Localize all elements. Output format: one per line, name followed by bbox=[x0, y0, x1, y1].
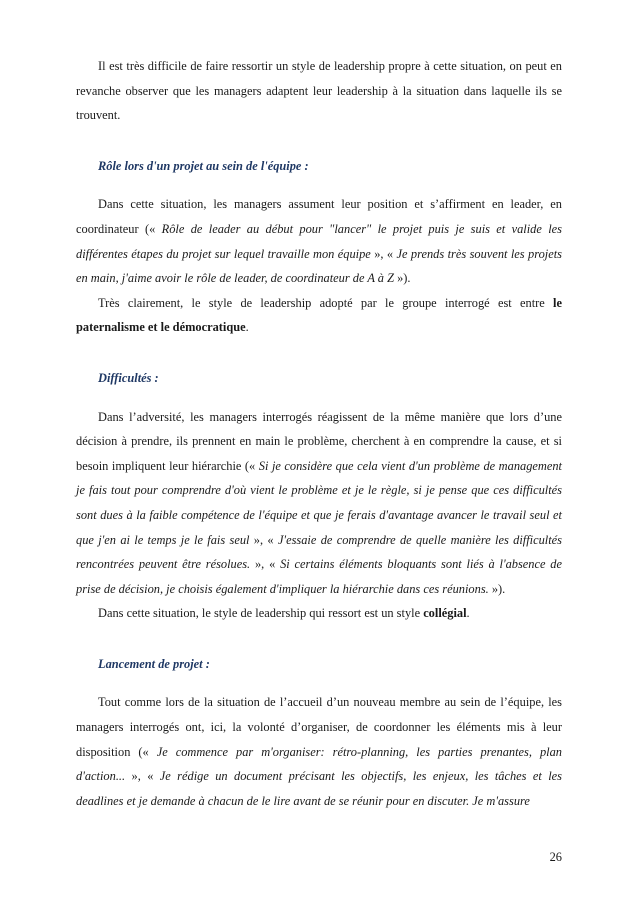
section-heading-lancement: Lancement de projet : bbox=[98, 656, 210, 671]
role-p2-end: . bbox=[245, 320, 249, 335]
lanc-p1-quote-2: Je rédige un document précisant les objectifs, les enjeux, les tâches et les deadlines et je demande à chacun de le lire avant de se réunir pour en discuter. Je m'assure bbox=[76, 769, 562, 808]
diff-p1-mid-1: », « bbox=[249, 532, 278, 547]
diff-p1-quote-3: Si certains éléments bloquants sont liés à l'absence de prise de décision, je choisis également d'impliquer la hiérarchie dans ces réunions. bbox=[76, 557, 562, 596]
role-p1-end: »). bbox=[394, 271, 411, 286]
role-paragraph-2 bbox=[76, 291, 562, 340]
diff-p1-quote-2: J'essaie de comprendre de quelle manière les difficultés rencontrées peuvent être résolues. bbox=[76, 532, 562, 572]
intro-paragraph: Il est très difficile de faire ressortir un style de leadership propre à cette situation, on peut en revanche observer que les managers adaptent leur leadership à la situation dans laquelle ils se trouvent. bbox=[76, 59, 562, 123]
diff-p1-end: »). bbox=[488, 581, 506, 596]
role-p1-quote-1: Rôle de leader au début pour "lancer" le projet puis je suis et valide les différentes étapes du projet sur lequel travaille mon équipe bbox=[76, 221, 563, 261]
role-p1-start: Dans cette situation, les managers assument leur position et s’affirment en leader, en coordinateur (« bbox=[76, 197, 562, 236]
role-p2-bold: le paternalisme et le démocratique bbox=[76, 295, 562, 335]
page-number: 26 bbox=[549, 850, 562, 864]
lanc-p1-start: Tout comme lors de la situation de l’accueil d’un nouveau membre au sein de l’équipe, les managers interrogés ont, ici, la volonté d’organiser, de coordonner les éléments mis à leur disposition (« bbox=[76, 695, 562, 759]
diff-p1-start: Dans l’adversité, les managers interrogés réagissent de la même manière que lors d’une décision à prendre, ils prennent en main le problème, cherchent à en comprendre la cause, et si besoin impliquent leur hiérarchie (« bbox=[76, 409, 562, 473]
difficultes-paragraph-2 bbox=[76, 601, 562, 626]
role-paragraph-1 bbox=[76, 192, 562, 290]
diff-p2-bold: collégial bbox=[423, 606, 467, 621]
lancement-paragraph-1 bbox=[76, 690, 562, 813]
page-content bbox=[76, 54, 562, 813]
section-heading-difficultes: Difficultés : bbox=[98, 370, 159, 385]
role-p1-quote-2: Je prends très souvent les projets en main, j'aime avoir le rôle de leader, de coordinateur de A à Z bbox=[76, 246, 562, 286]
diff-p2-start: Dans cette situation, le style de leadership qui ressort est un style bbox=[98, 606, 424, 621]
role-p1-mid: », « bbox=[370, 246, 397, 261]
diff-p1-mid-2: », « bbox=[250, 557, 281, 572]
difficultes-paragraph-1 bbox=[76, 405, 562, 602]
lanc-p1-quote-1: Je commence par m'organiser: rétro-planning, les parties prenantes, plan d'action... bbox=[76, 744, 562, 784]
lanc-p1-mid: », « bbox=[125, 769, 160, 784]
role-p2-start: Très clairement, le style de leadership adopté par le groupe interrogé est entre bbox=[98, 295, 554, 310]
diff-p1-quote-1: Si je considère que cela vient d'un problème de management je fais tout pour comprendre d'où vient le problème et je le règle, si je pense que ces difficultés sont dues à la faible compétence de l'équipe et que je ferais d'avantage avancer le travail seul et que j'en ai le temps je le fais seul bbox=[76, 458, 562, 547]
section-heading-role: Rôle lors d'un projet au sein de l'équipe : bbox=[98, 158, 309, 173]
diff-p2-end: . bbox=[466, 606, 470, 621]
